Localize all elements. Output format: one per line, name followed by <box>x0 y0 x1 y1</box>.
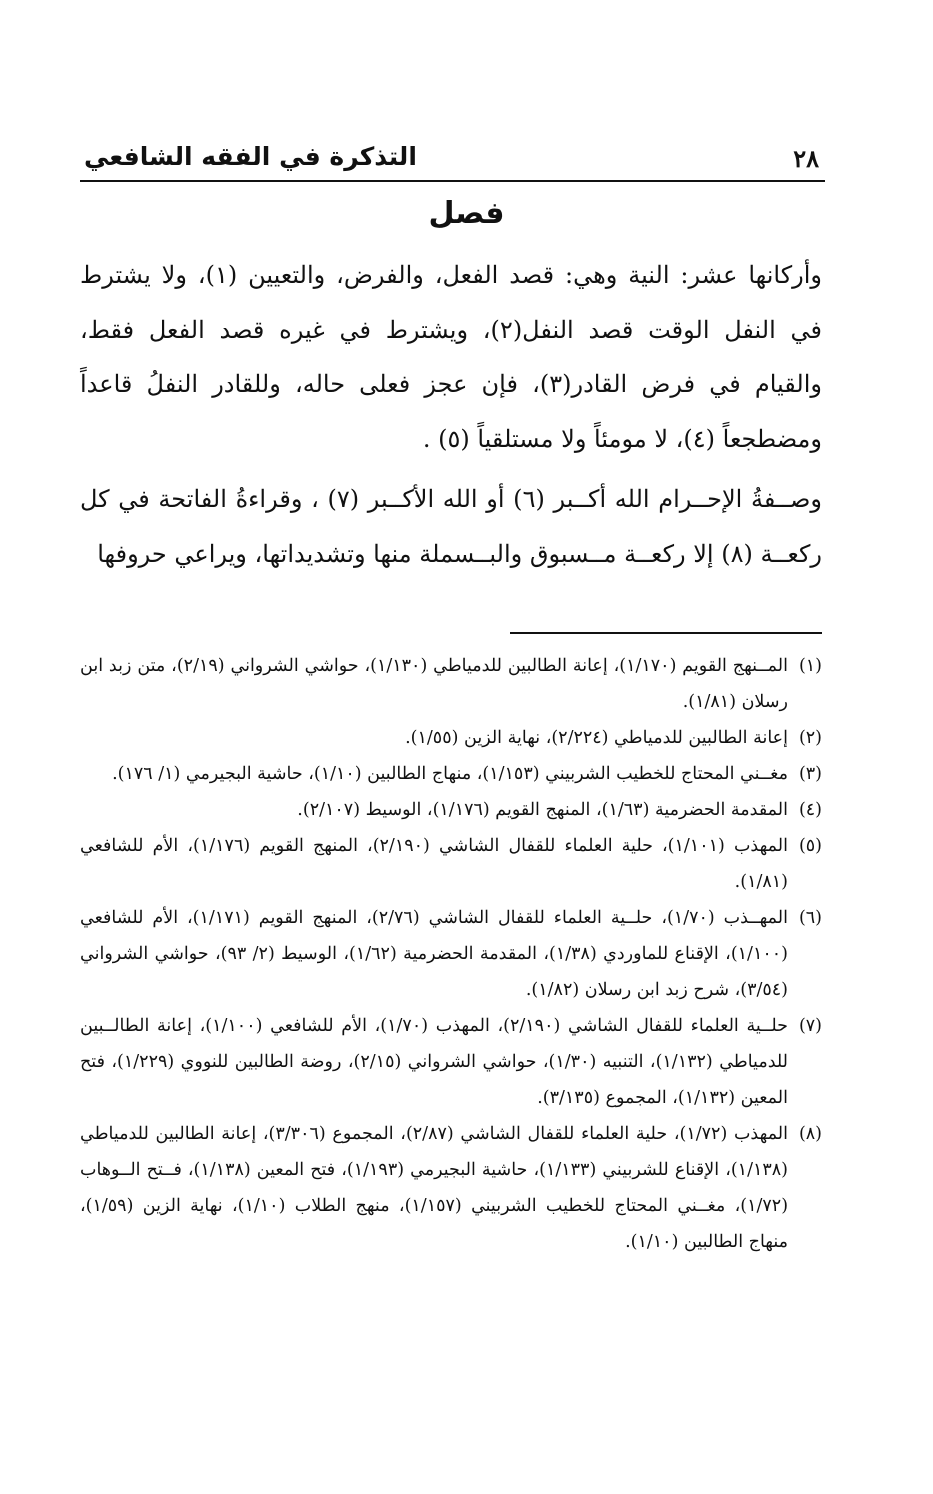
footnote-text: مغــني المحتاج للخطيب الشربيني (١/١٥٣)، منهاج الطالبين (١/١٠)، حاشية البجيرمي (١/ ١٧٦). <box>112 764 788 784</box>
footnote-text: المــنهج القويم (١/١٧٠)، إعانة الطالبين للدمياطي (١/١٣٠)، حواشي الشرواني (٢/١٩)، متن زبد ابن رسلان (١/٨١). <box>80 656 788 712</box>
footnote-separator <box>510 632 822 634</box>
footnotes <box>80 648 822 1260</box>
footnote-text: حلــية العلماء للقفال الشاشي (٢/١٩٠)، المهذب (١/٧٠)، الأم للشافعي (١/١٠٠)، إعانة الطالــبين للدمياطي (١/١٣٢)، التنبيه (١/٣٠)، حواشي الشرواني (٢/١٥)، روضة الطالبين للنووي (١/٢٢٩)، فتح المعين (١/١٣٢)، المجموع (٣/١٣٥). <box>80 1016 789 1108</box>
footnote-text: المهــذب (١/٧٠)، حلــية العلماء للقفال الشاشي (٢/٧٦)، المنهج القويم (١/١٧١)، الأم للشافعي (١/١٠٠)، الإقناع للماوردي (١/٣٨)، المقدمة الحضرمية (١/٦٢)، الوسيط (٢/ ٩٣)، حواشي الشرواني (٣/٥٤)، شرح زبد ابن رسلان (١/٨٢). <box>80 908 788 1000</box>
footnote <box>80 1008 822 1116</box>
footnote-number: (٤) <box>798 800 822 820</box>
footnote <box>80 1116 822 1260</box>
paragraph: وأركانها عشر: النية وهي: قصد الفعل، والفرض، والتعيين (١)، ولا يشترط في النفل الوقت قصد النفل(٢)، ويشترط في غيره قصد الفعل فقط، والقيام في فرض القادر(٣)، فإن عجز فعلى حاله، وللقادر النفلُ قاعداً ومضطجعاً (٤)، لا مومئاً ولا مستلقياً (٥) . <box>80 261 823 453</box>
footnote-number: (١) <box>798 656 822 676</box>
paragraph: وصــفةُ الإحــرام الله أكــبر (٦) أو الله الأكــبر (٧) ، وقراءةُ الفاتحة في كل ركعــة (٨) إلا ركعــة مــسبوق والبــسملة منها وتشديداتها، ويراعي حروفها <box>80 485 823 568</box>
footnote <box>80 792 822 828</box>
section-heading: فصل <box>428 196 505 231</box>
footnote-number: (٢) <box>798 728 822 748</box>
footnote <box>80 900 822 1008</box>
footnote-text: المهذب (١/٧٢)، حلية العلماء للقفال الشاشي (٢/٨٧)، المجموع (٣/٣٠٦)، إعانة الطالبين للدمياطي (١/١٣٨)، الإقناع للشربيني (١/١٣٣)، حاشية البجيرمي (١/١٩٣)، فتح المعين (١/١٣٨)، فــتح الــوهاب (١/٧٢)، مغــني المحتاج للخطيب الشربيني (١/١٥٧)، منهج الطلاب (١/١٠)، نهاية الزين (١/٥٩)، منهاج الطالبين (١/١٠). <box>80 1124 789 1252</box>
footnote-number: (٧) <box>798 1016 822 1036</box>
main-text <box>80 248 822 581</box>
footnote-number: (٦) <box>798 908 822 928</box>
footnote <box>80 648 822 720</box>
footnote-number: (٨) <box>798 1124 822 1144</box>
footnote-text: إعانة الطالبين للدمياطي (٢/٢٢٤)، نهاية الزين (١/٥٥). <box>405 728 788 748</box>
page-number: ٢٨ <box>793 144 819 173</box>
running-header <box>80 140 825 182</box>
footnote <box>80 828 822 900</box>
footnote-text: المهذب (١/١٠١)، حلية العلماء للقفال الشاشي (٢/١٩٠)، المنهج القويم (١/١٧٦)، الأم للشافعي (١/٨١). <box>80 836 788 892</box>
book-title: التذكرة في الفقه الشافعي <box>84 142 417 171</box>
footnote <box>80 756 822 792</box>
footnote-number: (٥) <box>798 836 822 856</box>
footnote-text: المقدمة الحضرمية (١/٦٣)، المنهج القويم (١/١٧٦)، الوسيط (٢/١٠٧). <box>297 800 788 820</box>
footnote-number: (٣) <box>798 764 822 784</box>
footnote <box>80 720 822 756</box>
